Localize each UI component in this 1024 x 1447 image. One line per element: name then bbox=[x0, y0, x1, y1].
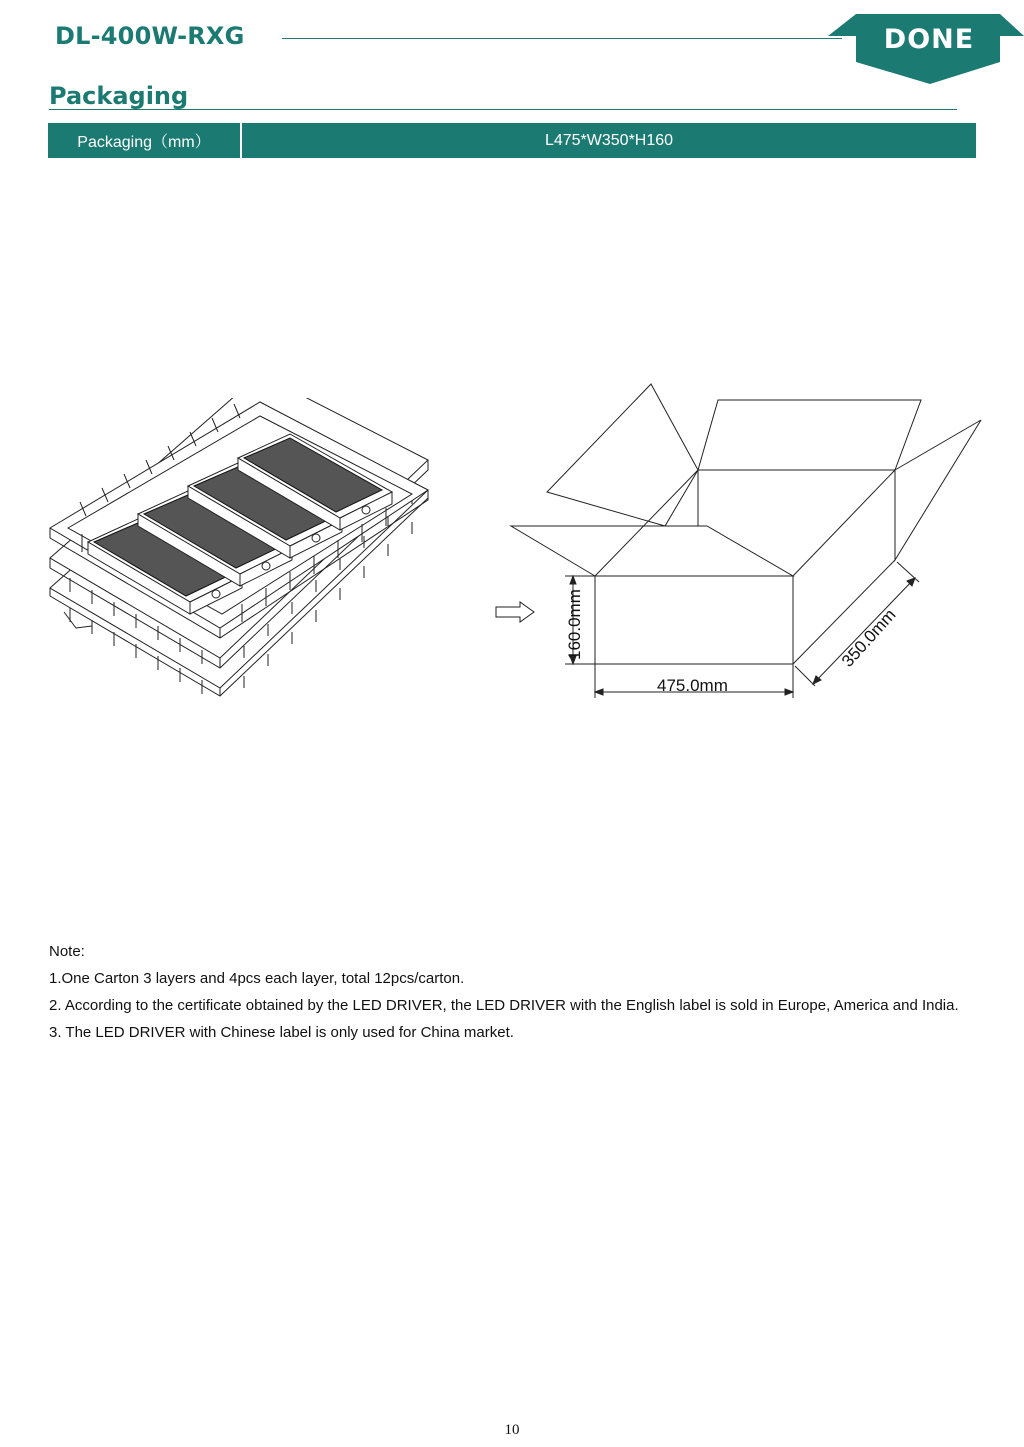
page-number: 10 bbox=[504, 1422, 520, 1438]
note-item: 2. According to the certificate obtained by the LED DRIVER, the LED DRIVER with the English label is sold in Europe, America and India. bbox=[49, 997, 959, 1014]
logo-text: DONE bbox=[883, 24, 975, 55]
section-title: Packaging bbox=[49, 82, 189, 110]
carton-flaps bbox=[511, 384, 981, 576]
notes-heading: Note: bbox=[49, 943, 85, 960]
model-title: DL-400W-RXG bbox=[55, 22, 245, 50]
stacked-tray-drawing-icon bbox=[46, 398, 432, 716]
done-logo bbox=[828, 12, 1024, 86]
section-rule bbox=[49, 109, 957, 110]
dimension-width: 350.0mm bbox=[838, 605, 900, 671]
dimension-height: 160.0mm bbox=[565, 589, 584, 660]
header-rule bbox=[282, 38, 842, 39]
notes-section bbox=[49, 938, 999, 1046]
carton-box bbox=[595, 470, 895, 664]
spec-label: Packaging（mm） bbox=[48, 123, 242, 158]
dimension-length: 475.0mm bbox=[657, 676, 728, 695]
spec-value: L475*W350*H160 bbox=[544, 131, 674, 149]
note-item: 1.One Carton 3 layers and 4pcs each layer, total 12pcs/carton. bbox=[49, 970, 465, 987]
packaging-spec-table bbox=[48, 123, 976, 158]
note-item: 3. The LED DRIVER with Chinese label is only used for China market. bbox=[49, 1024, 514, 1041]
